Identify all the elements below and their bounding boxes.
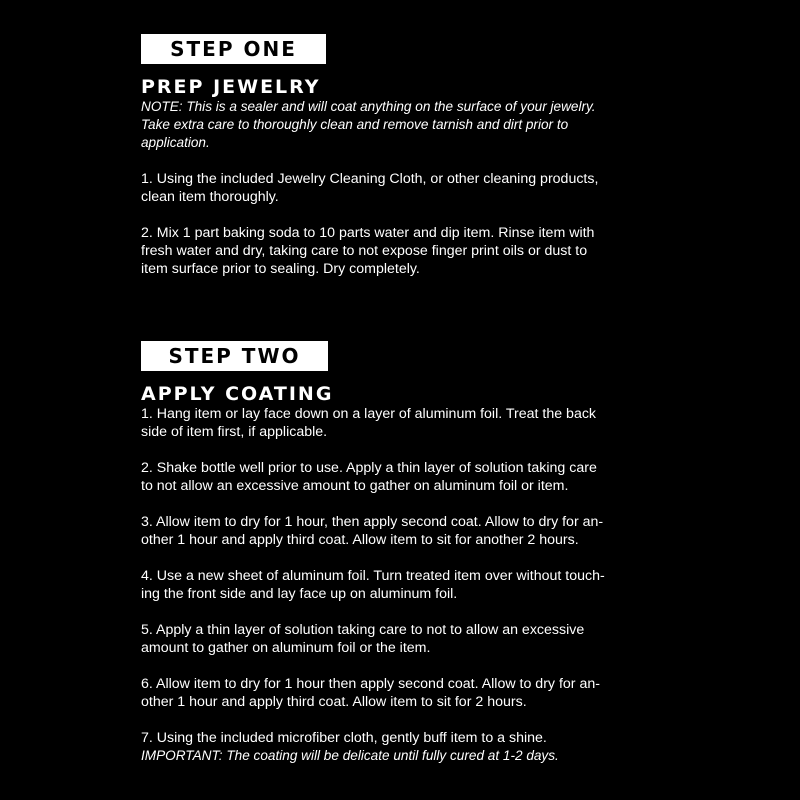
step-one-label: STEP ONE xyxy=(141,34,326,64)
coating-step-1: 1. Hang item or lay face down on a layer of aluminum foil. Treat the back side of item first, if applicable. xyxy=(141,406,597,440)
important-note: IMPORTANT: The coating will be delicate until fully cured at 1-2 days. xyxy=(141,748,559,763)
coating-step-3: 3. Allow item to dry for 1 hour, then apply second coat. Allow to dry for an- other 1 hour and apply third coat. Allow item to sit for another 2 hours. xyxy=(141,514,604,548)
step-two-label: STEP TWO xyxy=(141,341,328,371)
coating-step-2: 2. Shake bottle well prior to use. Apply a thin layer of solution taking care to not allow an excessive amount to gather on aluminum foil or item. xyxy=(141,460,597,494)
prep-step-2: 2. Mix 1 part baking soda to 10 parts water and dip item. Rinse item with fresh water and dry, taking care to not expose finger print oils or dust to item surface prior to sealing. Dry completely. xyxy=(141,225,595,277)
coating-step-7: 7. Using the included microfiber cloth, gently buff item to a shine. xyxy=(141,730,547,746)
coating-step-4: 4. Use a new sheet of aluminum foil. Turn treated item over without touch- ing the front side and lay face up on aluminum foil. xyxy=(141,568,605,602)
sealer-note: NOTE: This is a sealer and will coat anything on the surface of your jewelry. Take extra care to thoroughly clean and remove tarnish and dirt prior to application. xyxy=(141,99,596,150)
step-one-section xyxy=(141,34,671,278)
prep-jewelry-title: PREP JEWELRY xyxy=(141,76,321,98)
step-two-section xyxy=(141,341,671,765)
coating-step-6: 6. Allow item to dry for 1 hour then apply second coat. Allow to dry for an- other 1 hour and apply third coat. Allow item to sit for 2 hours. xyxy=(141,676,600,710)
coating-step-5: 5. Apply a thin layer of solution taking care to not to allow an excessive amount to gather on aluminum foil or the item. xyxy=(141,622,585,656)
prep-step-1: 1. Using the included Jewelry Cleaning Cloth, or other cleaning products, clean item thoroughly. xyxy=(141,171,599,205)
apply-coating-title: APPLY COATING xyxy=(141,383,334,405)
